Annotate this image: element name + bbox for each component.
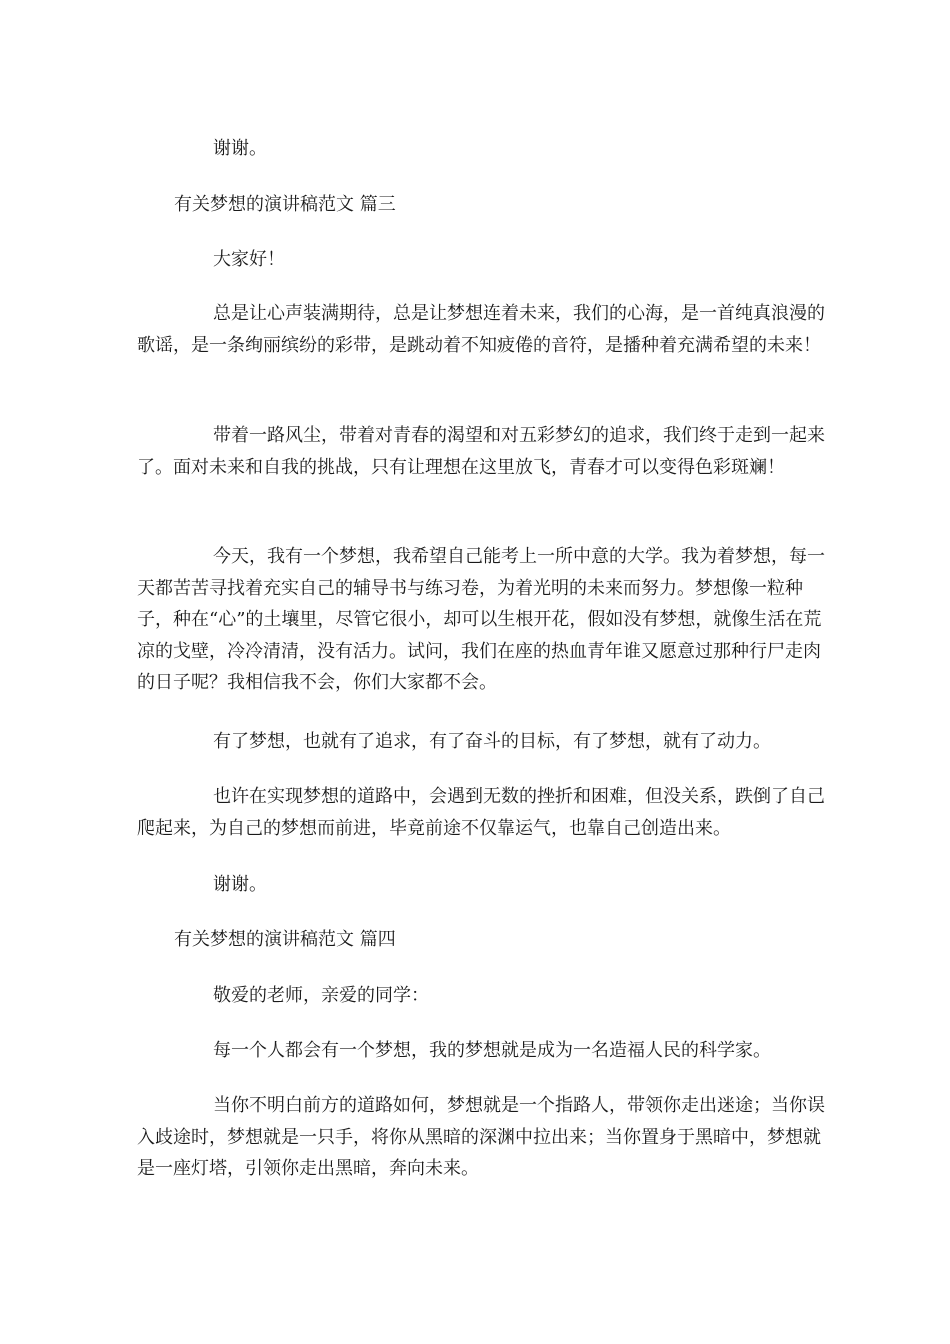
paragraph-body: 总是让心声装满期待，总是让梦想连着未来，我们的心海，是一首纯真浪漫的歌谣，是一条绚丽缤纷的彩带，是跳动着不知疲倦的音符，是播种着充满希望的未来！ <box>137 303 825 356</box>
paragraph-salutation: 敬爱的老师，亲爱的同学： <box>213 985 429 1006</box>
section-heading-part-4: 有关梦想的演讲稿范文 篇四 <box>174 929 396 950</box>
paragraph-body: 带着一路风尘，带着对青春的渴望和对五彩梦幻的追求，我们终于走到一起来了。面对未来和自我的挑战，只有让理想在这里放飞，青春才可以变得色彩斑斓！ <box>137 425 825 478</box>
paragraph-body: 每一个人都会有一个梦想，我的梦想就是成为一名造福人民的科学家。 <box>213 1040 771 1061</box>
section-heading-part-3: 有关梦想的演讲稿范文 篇三 <box>174 194 396 215</box>
paragraph-body: 有了梦想，也就有了追求，有了奋斗的目标，有了梦想，就有了动力。 <box>213 731 771 752</box>
paragraph-greeting: 大家好！ <box>213 249 285 270</box>
paragraph-body: 也许在实现梦想的道路中，会遇到无数的挫折和困难，但没关系，跌倒了自己爬起来，为自己的梦想而前进，毕竟前途不仅靠运气，也靠自己创造出来。 <box>137 786 825 839</box>
paragraph-body: 今天，我有一个梦想，我希望自己能考上一所中意的大学。我为着梦想，每一天都苦苦寻找着充实自己的辅导书与练习卷，为着光明的未来而努力。梦想像一粒种子，种在“心”的土壤里，尽管它很小，却可以生根开花，假如没有梦想，就像生活在荒凉的戈壁，冷冷清清，没有活力。试问，我们在座的热血青年谁又愿意过那种行尸走肉的日子呢？我相信我不会，你们大家都不会。 <box>137 546 825 693</box>
paragraph-body: 当你不明白前方的道路如何，梦想就是一个指路人，带领你走出迷途；当你误入歧途时，梦想就是一只手，将你从黑暗的深渊中拉出来；当你置身于黑暗中，梦想就是一座灯塔，引领你走出黑暗，奔向未来。 <box>137 1095 825 1179</box>
paragraph-closing-thanks-1: 谢谢。 <box>213 138 267 159</box>
paragraph-closing-thanks-2: 谢谢。 <box>213 874 267 895</box>
